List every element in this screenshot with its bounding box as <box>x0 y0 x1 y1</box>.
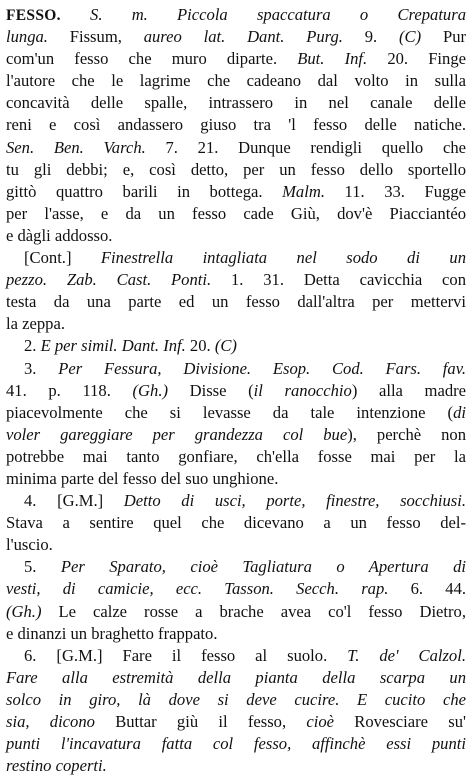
text-line <box>6 114 466 136</box>
text-segment: Le calze rosse a brache avea co'l fesso Dietro, <box>41 601 466 621</box>
text-line <box>6 70 466 92</box>
text-line <box>6 424 466 446</box>
text-segment: 3. <box>24 358 59 378</box>
text-segment: 7. 21. Dunque rendigli quello che <box>145 137 466 157</box>
text-line <box>6 711 466 733</box>
text-segment: testa da una parte ed un fesso dall'altra per mettervi <box>6 292 466 312</box>
text-line <box>6 247 466 269</box>
text-line <box>6 225 466 247</box>
text-segment: e dinanzi un braghetto frappato. <box>6 623 218 643</box>
text-line <box>6 4 466 26</box>
italic-text: di <box>453 402 466 422</box>
italic-text: (Gh.) <box>132 380 168 400</box>
text-line <box>6 402 466 424</box>
text-segment: tu gli debbi; e, così detto, per un fesso dello sportello <box>6 159 466 179</box>
text-segment: 20. Finge <box>367 49 466 69</box>
text-line <box>6 92 466 114</box>
italic-text: aureo lat. Dant. Purg. <box>143 27 343 47</box>
italic-text: sia, dicono <box>6 712 95 731</box>
text-line <box>6 601 466 623</box>
text-line <box>6 534 466 556</box>
text-segment <box>61 5 90 24</box>
italic-text: Detto di usci, porte, finestre, socchiusi. <box>123 491 466 511</box>
italic-text: Fare alla estremità della pianta della scarpa un <box>6 667 466 687</box>
italic-text: Malm. <box>282 181 325 201</box>
italic-text: S. m. Piccola spaccatura o Crepatura <box>90 5 466 24</box>
text-segment: Pur <box>421 27 467 47</box>
text-segment: e dàgli addosso. <box>6 225 113 245</box>
text-segment: l'autore che le lagrime che cadeano dal volto in sulla <box>6 71 466 91</box>
italic-text: (Gh.) <box>6 601 42 621</box>
text-segment: gittò quattro barili in bottega. <box>6 181 283 201</box>
text-line <box>6 291 466 313</box>
text-segment: Fissum, <box>47 27 144 47</box>
italic-text: lunga. <box>6 27 48 47</box>
text-line <box>6 512 466 534</box>
italic-text: restino coperti. <box>6 756 107 776</box>
text-segment: com'un fesso che muro diparte. <box>6 49 298 69</box>
italic-text: il ranocchio <box>253 380 352 400</box>
text-line <box>6 380 466 402</box>
text-line <box>6 490 466 512</box>
text-segment: la zeppa. <box>6 314 65 334</box>
text-segment: 2. <box>24 336 41 356</box>
text-segment: 20. <box>185 336 215 356</box>
text-line <box>6 269 466 291</box>
text-segment: 6. [G.M.] Fare il fesso al suolo. <box>24 645 348 665</box>
text-segment: ), perchè non <box>347 424 467 444</box>
text-segment: 41. p. 118. <box>6 380 133 400</box>
italic-text: pezzo. Zab. Cast. Ponti. <box>6 270 212 290</box>
text-line <box>6 733 466 755</box>
italic-text: Per Fessura, Divisione. Esop. Cod. Fars. fav. <box>58 358 466 378</box>
text-segment: reni e così andassero giuso tra 'l fesso delle natiche. <box>6 115 466 135</box>
text-line <box>6 468 466 490</box>
text-segment: 6. 44. <box>388 579 467 599</box>
italic-text: voler gareggiare per grandezza col bue <box>6 424 348 444</box>
text-line <box>6 26 466 48</box>
text-line <box>6 313 466 335</box>
text-segment: potrebbe mai tanto gonfiare, ch'ella fosse mai per la <box>6 446 466 466</box>
italic-text: punti l'incavatura fatta col fesso, affinchè essi punti <box>6 734 466 754</box>
text-segment: concavità delle spalle, intrassero in nel canale delle <box>6 93 466 113</box>
italic-text: Sen. Ben. Varch. <box>6 137 146 157</box>
italic-text: (C) <box>399 27 422 47</box>
text-line <box>6 556 466 578</box>
text-line <box>6 203 466 225</box>
text-line <box>6 137 466 159</box>
text-line <box>6 48 466 70</box>
text-line <box>6 667 466 689</box>
text-line <box>6 358 466 380</box>
text-segment: 5. <box>24 557 61 577</box>
headword: FESSO. <box>6 7 61 24</box>
text-segment: Buttar giù il fesso, <box>94 712 307 731</box>
text-segment: per l'asse, e da un fesso cade Giù, dov'è Piacciantéo <box>6 203 466 223</box>
text-line <box>6 623 466 645</box>
text-segment: Rovesciare su' <box>334 712 466 731</box>
text-line <box>6 335 466 357</box>
text-segment: l'uscio. <box>6 535 53 555</box>
text-line <box>6 689 466 711</box>
text-segment: 9. <box>342 27 400 47</box>
text-segment: 11. 33. Fugge <box>324 181 466 201</box>
italic-text: cioè <box>306 712 335 731</box>
italic-text: (C) <box>214 336 237 356</box>
italic-text: T. de' Calzol. <box>347 645 466 665</box>
text-segment: minima parte del fesso del suo unghione. <box>6 468 279 488</box>
italic-text: E per simil. Dant. Inf. <box>40 336 186 356</box>
italic-text: Per Sparato, cioè Tagliatura o Apertura di <box>60 557 466 577</box>
text-segment: Stava a sentire quel che dicevano a un fesso del- <box>6 513 466 533</box>
italic-text: But. Inf. <box>297 49 368 69</box>
italic-text: solco in giro, là dove si deve cucire. E cucito che <box>6 689 466 709</box>
text-segment: 4. [G.M.] <box>24 491 124 511</box>
text-line <box>6 755 466 777</box>
text-segment: piacevolmente che si levasse da tale intenzione ( <box>6 402 454 422</box>
text-line <box>6 645 466 667</box>
text-line <box>6 159 466 181</box>
text-segment: [Cont.] <box>24 248 101 268</box>
italic-text: vesti, di camicie, ecc. Tasson. Secch. rap. <box>6 579 389 599</box>
text-line <box>6 578 466 600</box>
text-segment: 1. 31. Detta cavicchia con <box>211 270 466 290</box>
text-segment: ) alla madre <box>351 380 467 400</box>
italic-text: Finestrella intagliata nel sodo di un <box>100 248 466 268</box>
text-segment: Disse ( <box>168 380 254 400</box>
text-line <box>6 181 466 203</box>
text-line <box>6 446 466 468</box>
